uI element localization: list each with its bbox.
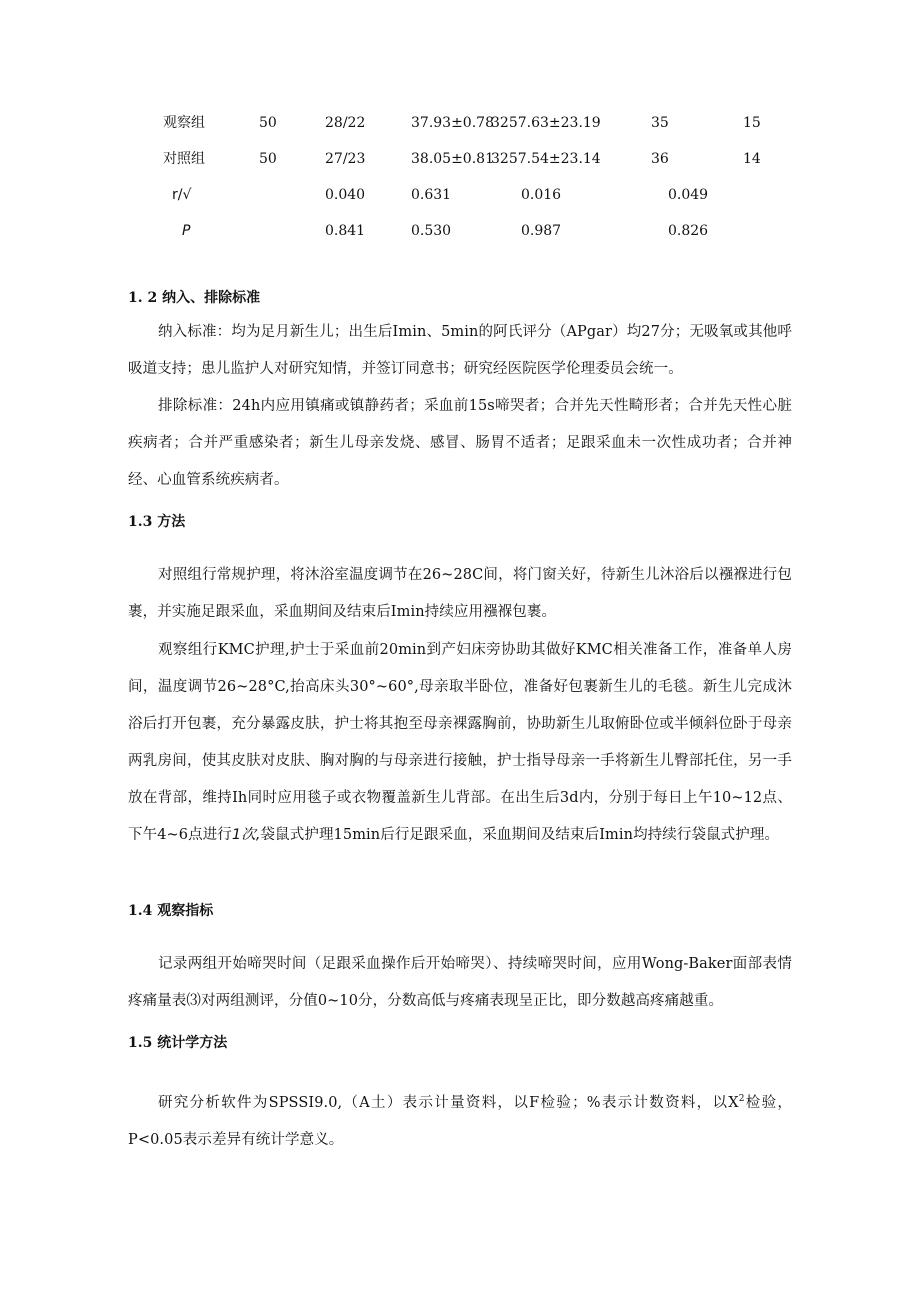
n-cell: 50 <box>259 115 277 131</box>
n-cell: 50 <box>259 151 277 167</box>
superscript-two: 2 <box>738 1094 745 1105</box>
table-row <box>0 108 920 144</box>
statistics-paragraph <box>128 1085 792 1159</box>
section-1-3-heading: 1.3 方法 <box>128 514 186 530</box>
section-1-2-heading: 1. 2 纳入、排除标准 <box>128 290 261 306</box>
stat-label: r/√ <box>172 187 192 203</box>
statistics-text-part: 研究分析软件为SPSSI9.0,（A土）表示计量资料，以F检验；%表示计数资料，以X <box>158 1095 739 1111</box>
observation-italic-text: 1次, <box>231 827 261 843</box>
stat-gestation-cell: 0.631 <box>411 187 452 203</box>
gestation-cell: 38.05±0.81 <box>411 151 494 167</box>
section-1-5-heading: 1.5 统计学方法 <box>128 1035 228 1051</box>
stat-row <box>0 180 920 216</box>
indicators-text-part: 对两组测评，分值0~10分，分数高低与疼痛表现呈正比，即分数越高疼痛越重。 <box>201 993 724 1009</box>
baseline-table <box>0 108 920 252</box>
p-weight-cell: 0.987 <box>521 223 562 239</box>
gestation-cell: 37.93±0.78 <box>411 115 494 131</box>
observation-group-paragraph <box>128 632 792 854</box>
table-row <box>0 144 920 180</box>
p-sex-cell: 0.841 <box>325 223 366 239</box>
indicators-paragraph <box>128 946 792 1020</box>
p-value-row <box>0 216 920 252</box>
inclusion-criteria-paragraph: 纳入标准：均为足月新生儿；出生后Imin、5min的阿氏评分（APgar）均27分；无吸氧或其他呼吸道支持；患儿监护人对研究知情，并签订同意书；研究经医院医学伦理委员会统一。 <box>128 324 792 377</box>
weight-cell: 3257.54±23.14 <box>491 151 601 167</box>
mode-a-cell: 35 <box>651 115 669 131</box>
mode-a-cell: 36 <box>651 151 669 167</box>
stat-sex-cell: 0.040 <box>325 187 366 203</box>
stat-weight-cell: 0.016 <box>521 187 562 203</box>
stat-mode-cell: 0.049 <box>668 187 709 203</box>
reference-marker: ⑶ <box>186 993 202 1009</box>
observation-text-part: 观察组行KMC护理,护士于采血前20min到产妇床旁协助其做好KMC相关准备工作，准备单人房间，温度调节26~28°C,抬高床头30°~60°,母亲取半卧位，准备好包裹新生儿的毛毯。新生儿完成沐浴后打开包裹，充分暴露皮肤，护士将其抱至母亲裸露胸前，协助新生儿取俯卧位或半倾斜位卧于母亲两乳房间，使其皮肤对皮肤、胸对胸的与母亲进行接触，护士指导母亲一手将新生儿臀部托住，另一手放在背部，维持Ih同时应用毯子或衣物覆盖新生儿背部。在出生后3d内，分别于每日上午10~12点、下午4~6点进行 <box>128 642 792 843</box>
sex-ratio-cell: 27/23 <box>325 151 366 167</box>
exclusion-criteria-paragraph: 排除标准：24h内应用镇痛或镇静药者；采血前15s啼哭者；合并先天性畸形者；合并先天性心脏疾病者；合并严重感染者；新生儿母亲发烧、感冒、肠胃不适者；足跟采血未一次性成功者；合并神经、心血管系统疾病者。 <box>128 398 792 488</box>
group-name-cell: 对照组 <box>163 151 205 167</box>
p-label: P <box>182 223 191 239</box>
weight-cell: 3257.63±23.19 <box>491 115 601 131</box>
statistics-text-part: 检验，P<0.05表示差异有统计学意义。 <box>128 1095 792 1148</box>
p-mode-cell: 0.826 <box>668 223 709 239</box>
indicators-text-part: 记录两组开始啼哭时间（足跟采血操作后开始啼哭）、持续啼哭时间，应用Wong-Baker面部表情疼痛量表 <box>128 956 792 1009</box>
sex-ratio-cell: 28/22 <box>325 115 366 131</box>
p-gestation-cell: 0.530 <box>411 223 452 239</box>
control-group-paragraph: 对照组行常规护理，将沐浴室温度调节在26~28C间，将门窗关好，待新生儿沐浴后以襁褓进行包裹，并实施足跟采血，采血期间及结束后Imin持续应用襁褓包裹。 <box>128 567 792 620</box>
mode-b-cell: 14 <box>743 151 761 167</box>
observation-text-part: 袋鼠式护理15min后行足跟采血，采血期间及结束后Imin均持续行袋鼠式护理。 <box>260 827 780 843</box>
mode-b-cell: 15 <box>743 115 761 131</box>
group-name-cell: 观察组 <box>163 115 205 131</box>
section-1-4-heading: 1.4 观察指标 <box>128 903 214 919</box>
